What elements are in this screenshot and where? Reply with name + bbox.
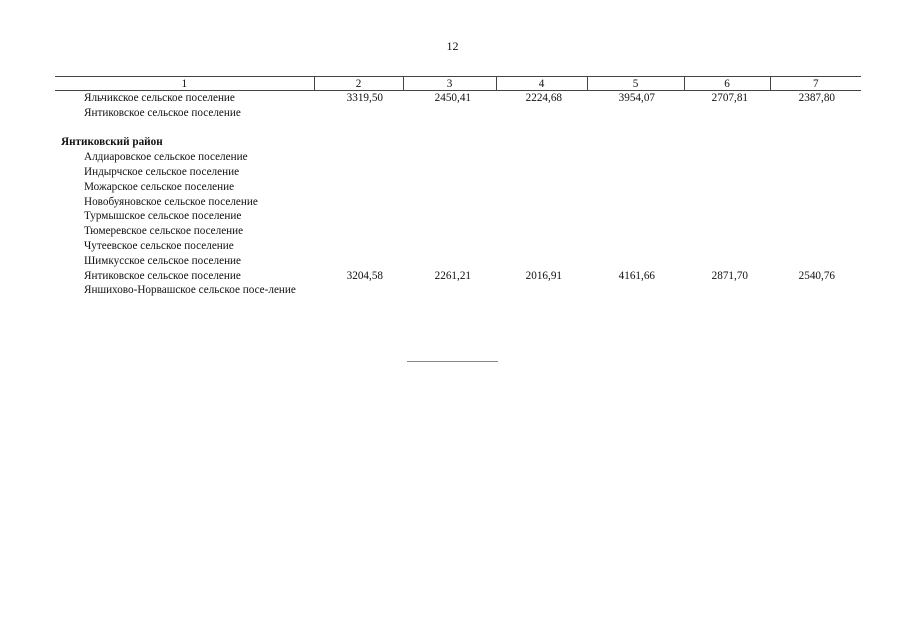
settlement-name: Янтиковское сельское поселение <box>84 106 241 119</box>
value-cell <box>770 254 861 269</box>
value-cell: 2707,81 <box>711 92 748 104</box>
table-row <box>55 239 861 254</box>
table-row <box>55 165 861 180</box>
settlement-name: Можарское сельское поселение <box>84 180 235 193</box>
settlement-name: Яншихово-Норвашское сельское посе-ление <box>84 284 296 297</box>
value-cell <box>314 180 403 195</box>
spacer-row <box>55 121 861 136</box>
value-cell <box>684 121 770 136</box>
value-cell: 2450,41 <box>434 92 471 104</box>
value-cell <box>403 180 496 195</box>
column-header: 2 <box>314 77 403 91</box>
value-cell <box>496 180 587 195</box>
value-cell <box>684 195 770 210</box>
value-cell <box>587 283 684 298</box>
value-cell <box>684 135 770 150</box>
value-cell <box>770 209 861 224</box>
value-cell <box>314 150 403 165</box>
value-cell <box>770 180 861 195</box>
value-cell <box>587 224 684 239</box>
value-cell: 2387,80 <box>798 92 835 104</box>
value-cell <box>684 150 770 165</box>
value-cell <box>587 209 684 224</box>
value-cell: 2224,68 <box>525 92 562 104</box>
value-cell <box>403 283 496 298</box>
value-cell <box>587 150 684 165</box>
table-row <box>55 180 861 195</box>
settlement-name: Новобуяновское сельское поселение <box>84 195 258 208</box>
table-row <box>55 150 861 165</box>
table-row <box>55 209 861 224</box>
value-cell <box>684 106 770 121</box>
value-cell <box>314 254 403 269</box>
value-cell <box>496 195 587 210</box>
value-cell <box>770 135 861 150</box>
value-cell <box>403 121 496 136</box>
value-cell: 3204,58 <box>346 269 383 282</box>
column-header: 6 <box>684 77 770 91</box>
value-cell <box>496 283 587 298</box>
data-table <box>55 76 861 298</box>
value-cell <box>403 150 496 165</box>
table-row <box>55 283 861 298</box>
value-cell <box>587 254 684 269</box>
value-cell <box>496 224 587 239</box>
value-cell <box>770 239 861 254</box>
value-cell <box>403 239 496 254</box>
value-cell <box>403 254 496 269</box>
settlement-name: Тюмеревское сельское поселение <box>84 225 244 238</box>
value-cell <box>587 165 684 180</box>
value-cell: 4161,66 <box>618 269 655 282</box>
value-cell: 2540,76 <box>798 269 835 282</box>
settlement-name: Янтиковское сельское поселение <box>84 269 241 282</box>
value-cell <box>314 165 403 180</box>
settlement-name: Яльчикское сельское поселение <box>84 92 235 104</box>
table-body <box>55 91 861 299</box>
value-cell: 3319,50 <box>346 92 383 104</box>
value-cell <box>314 135 403 150</box>
table-row <box>55 254 861 269</box>
value-cell <box>403 135 496 150</box>
settlement-name: Шимкусское сельское поселение <box>84 254 242 267</box>
value-cell <box>314 195 403 210</box>
value-cell <box>496 254 587 269</box>
district-row <box>55 135 861 150</box>
value-cell <box>684 180 770 195</box>
value-cell <box>587 180 684 195</box>
value-cell <box>587 106 684 121</box>
value-cell <box>587 239 684 254</box>
value-cell <box>496 150 587 165</box>
settlement-name: Алдиаровское сельское поселение <box>84 151 248 164</box>
value-cell <box>770 283 861 298</box>
value-cell <box>403 106 496 121</box>
column-header: 3 <box>403 77 496 91</box>
value-cell <box>314 106 403 121</box>
value-cell <box>770 165 861 180</box>
column-header: 1 <box>55 77 314 91</box>
end-divider <box>407 361 498 362</box>
column-header: 4 <box>496 77 587 91</box>
value-cell <box>770 106 861 121</box>
value-cell <box>314 121 403 136</box>
table-header-row <box>55 77 861 91</box>
value-cell <box>770 195 861 210</box>
value-cell <box>684 254 770 269</box>
value-cell <box>684 165 770 180</box>
value-cell <box>403 165 496 180</box>
value-cell <box>770 150 861 165</box>
column-header: 5 <box>587 77 684 91</box>
table-row <box>55 195 861 210</box>
table-row <box>55 91 861 106</box>
settlement-name: Чутеевское сельское поселение <box>84 239 234 252</box>
value-cell <box>496 135 587 150</box>
value-cell: 2871,70 <box>711 269 748 282</box>
value-cell <box>314 209 403 224</box>
value-cell <box>496 209 587 224</box>
value-cell <box>684 224 770 239</box>
value-cell <box>403 224 496 239</box>
value-cell <box>684 283 770 298</box>
column-header: 7 <box>770 77 861 91</box>
table-row <box>55 269 861 284</box>
settlement-name: Турмышское сельское поселение <box>84 210 242 223</box>
table-row <box>55 106 861 121</box>
settlement-name <box>55 121 314 136</box>
value-cell <box>496 106 587 121</box>
settlement-name: Индырчское сельское поселение <box>84 165 240 178</box>
table-row <box>55 224 861 239</box>
value-cell <box>587 135 684 150</box>
value-cell: 2261,21 <box>434 269 471 282</box>
value-cell <box>496 165 587 180</box>
value-cell: 3954,07 <box>618 92 655 104</box>
value-cell <box>587 121 684 136</box>
value-cell: 2016,91 <box>525 269 562 282</box>
value-cell <box>684 209 770 224</box>
value-cell <box>684 239 770 254</box>
value-cell <box>496 239 587 254</box>
value-cell <box>587 195 684 210</box>
value-cell <box>314 224 403 239</box>
value-cell <box>770 224 861 239</box>
value-cell <box>496 121 587 136</box>
district-name: Янтиковский район <box>61 136 163 149</box>
value-cell <box>314 239 403 254</box>
value-cell <box>403 195 496 210</box>
page-number: 12 <box>446 39 459 53</box>
value-cell <box>770 121 861 136</box>
value-cell <box>314 283 403 298</box>
value-cell <box>403 209 496 224</box>
